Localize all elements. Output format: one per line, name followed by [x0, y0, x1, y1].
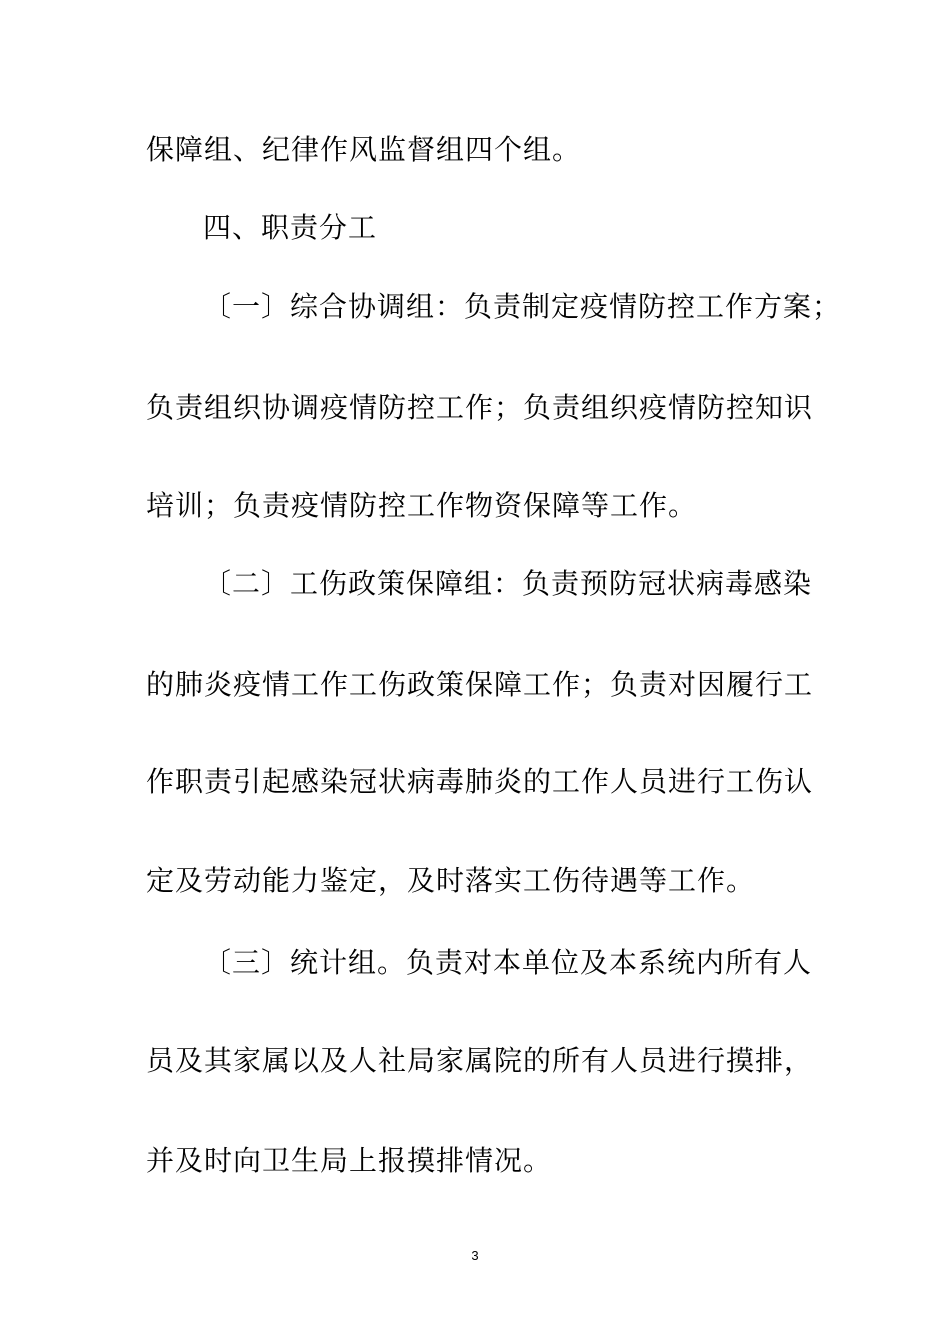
- text-line: 作职责引起感染冠状病毒肺炎的工作人员进行工伤认: [146, 765, 814, 798]
- text-line: 定及劳动能力鉴定，及时落实工伤待遇等工作。: [146, 864, 756, 897]
- text-line: 〔三〕统计组。负责对本单位及本系统内所有人: [203, 946, 813, 979]
- text-line: 并及时向卫生局上报摸排情况。: [146, 1144, 553, 1177]
- page-number: 3: [471, 1248, 479, 1263]
- text-line: 负责组织协调疫情防控工作；负责组织疫情防控知识: [146, 391, 814, 424]
- text-line: 〔一〕综合协调组：负责制定疫情防控工作方案；: [203, 290, 842, 323]
- text-line: 保障组、纪律作风监督组四个组。: [146, 133, 582, 166]
- text-line: 〔二〕工伤政策保障组：负责预防冠状病毒感染: [203, 567, 813, 600]
- text-line: 的肺炎疫情工作工伤政策保障工作；负责对因履行工: [146, 668, 814, 701]
- text-line: 培训；负责疫情防控工作物资保障等工作。: [146, 489, 698, 522]
- section-heading: 四、职责分工: [203, 211, 378, 244]
- text-line: 员及其家属以及人社局家属院的所有人员进行摸排，: [146, 1044, 814, 1077]
